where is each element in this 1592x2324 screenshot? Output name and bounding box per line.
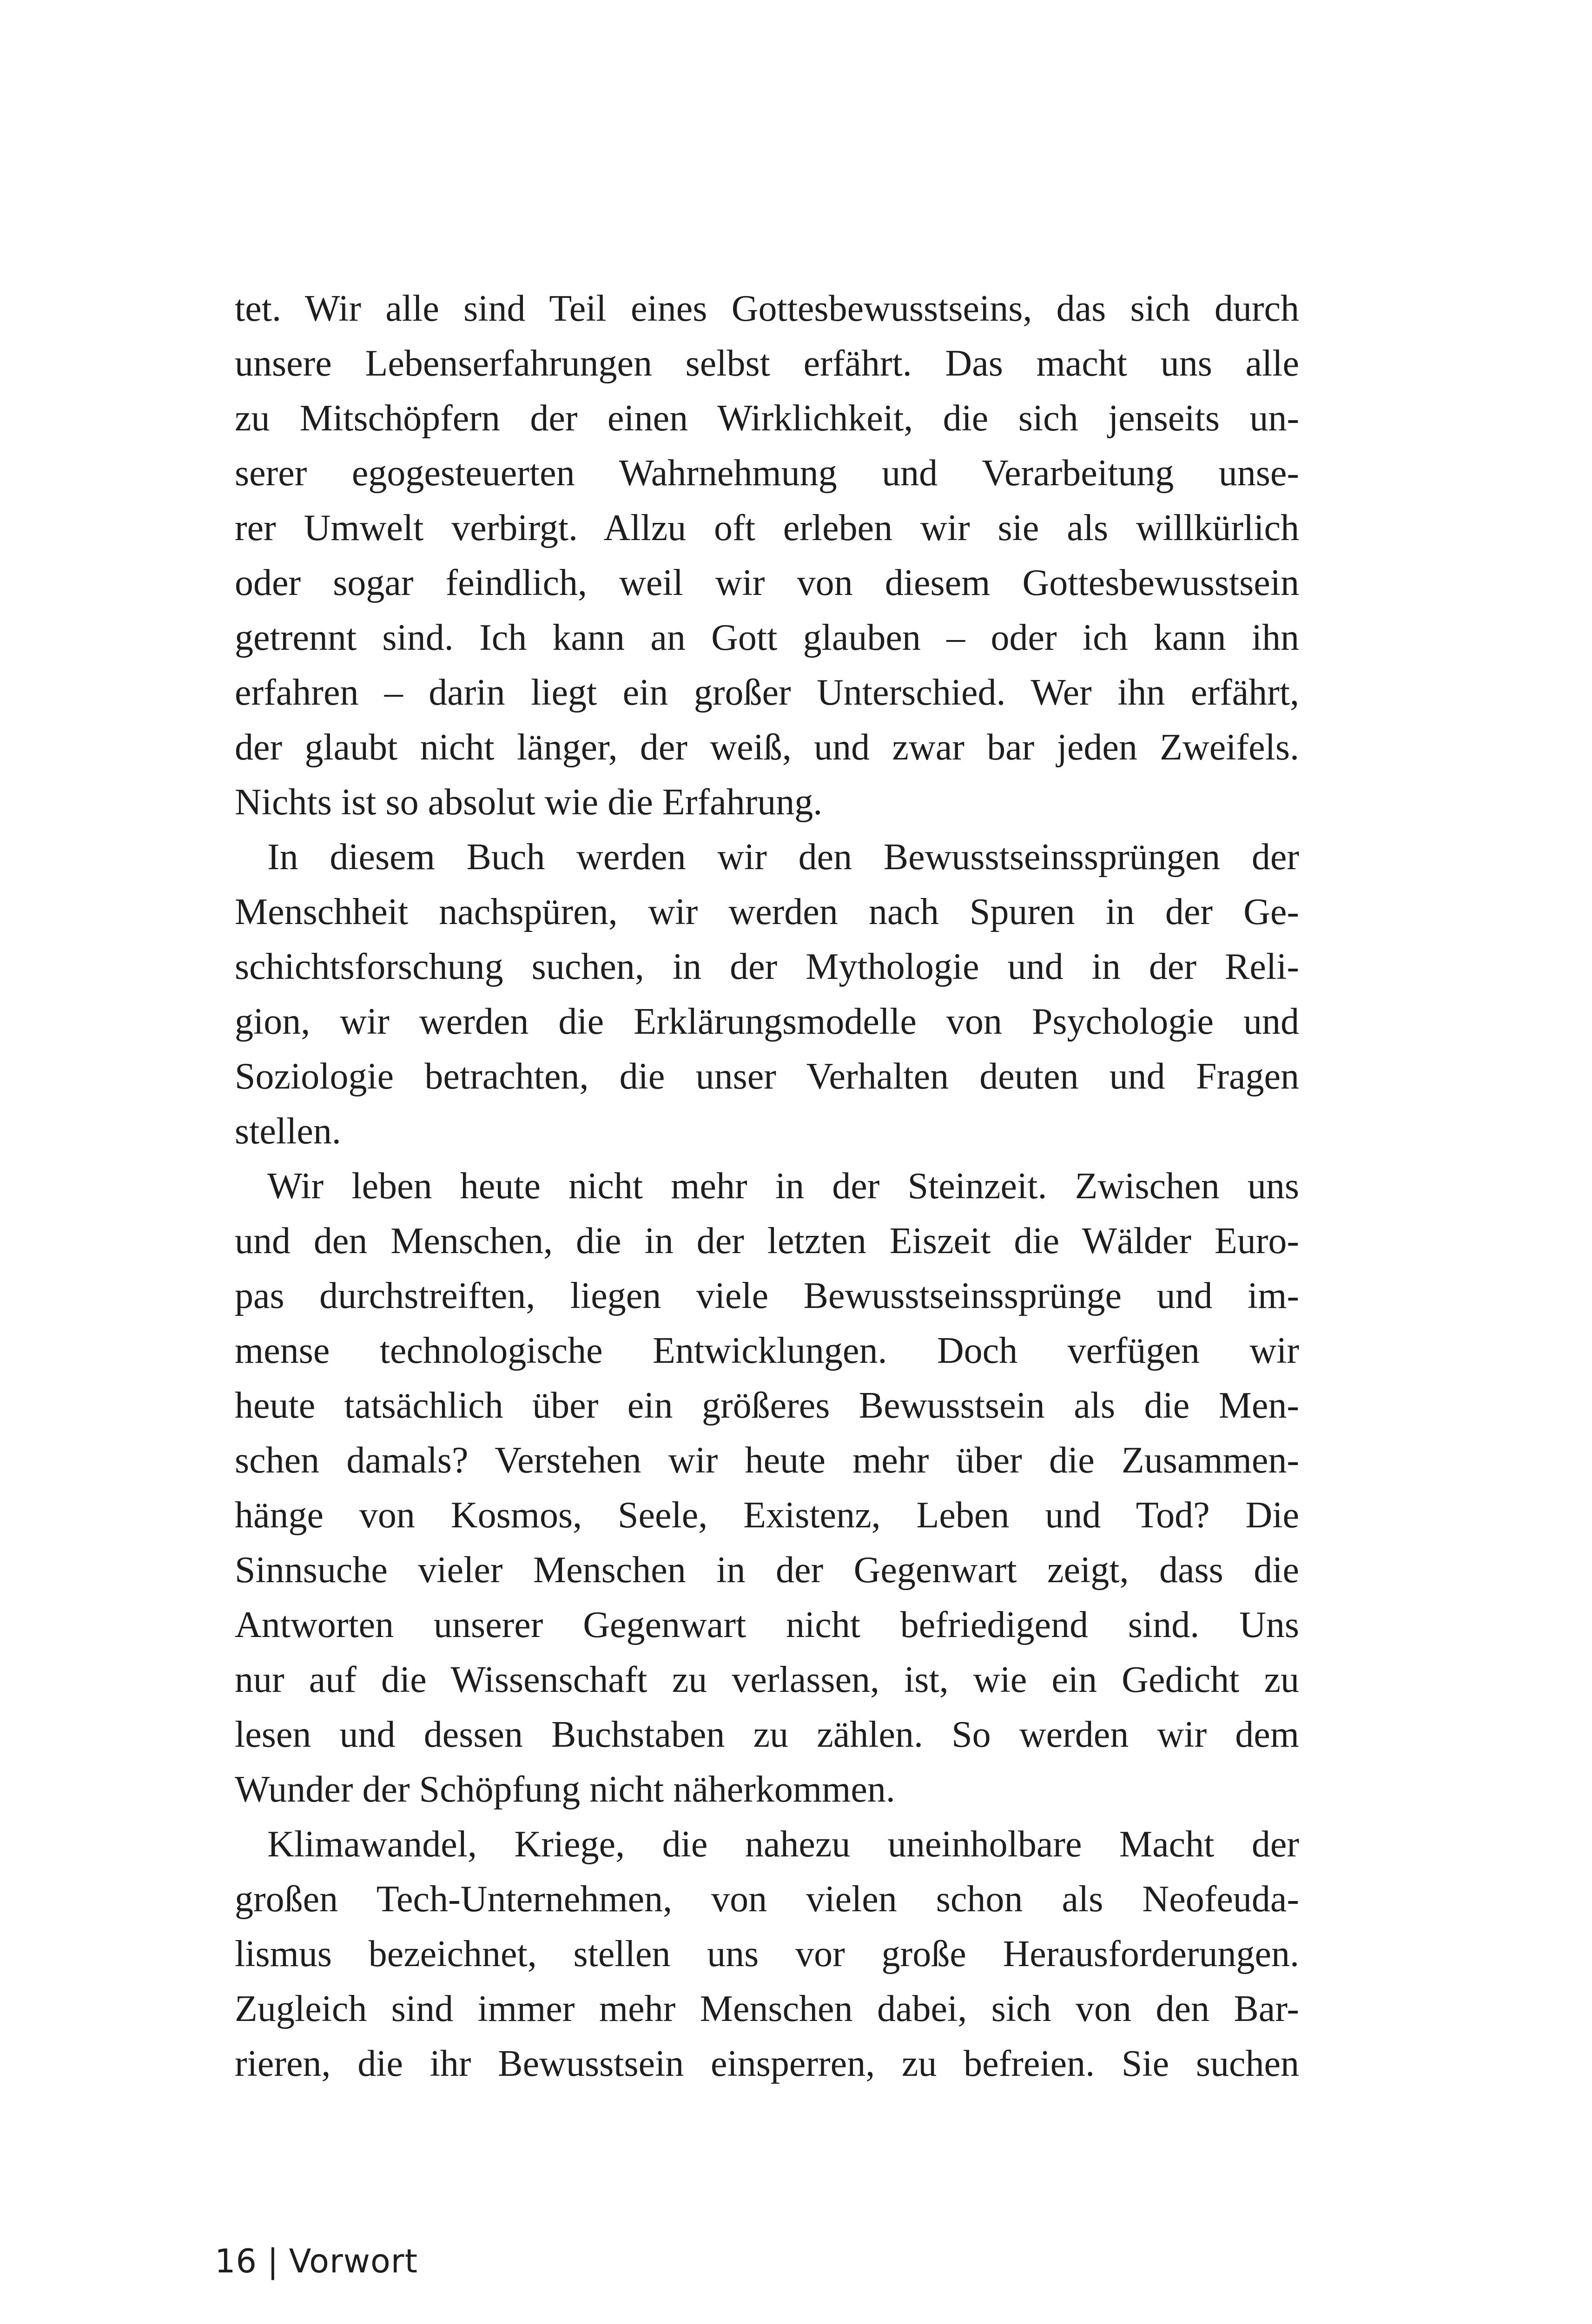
text-line: mense technologische Entwicklungen. Doch verfügen wir — [235, 1330, 1299, 1371]
text-line: tet. Wir alle sind Teil eines Gottesbewusstseins, das sich durch — [235, 288, 1299, 329]
text-line: rer Umwelt verbirgt. Allzu oft erleben wir sie als willkürlich — [235, 508, 1299, 548]
text-line: erfahren – darin liegt ein großer Unterschied. Wer ihn erfährt, — [235, 672, 1299, 713]
text-line: Wunder der Schöpfung nicht näherkommen. — [235, 1769, 895, 1810]
text-line: schen damals? Verstehen wir heute mehr über die Zusammen- — [235, 1440, 1299, 1481]
text-line: zu Mitschöpfern der einen Wirklichkeit, die sich jenseits un- — [235, 398, 1299, 439]
text-line: getrennt sind. Ich kann an Gott glauben – oder ich kann ihn — [235, 617, 1299, 658]
text-line: oder sogar feindlich, weil wir von diesem Gottesbewusstsein — [235, 562, 1299, 603]
page-number: 16 — [215, 2242, 258, 2280]
text-line: Wir leben heute nicht mehr in der Steinzeit. Zwischen uns — [267, 1166, 1299, 1207]
text-line: serer egogesteuerten Wahrnehmung und Verarbeitung unse- — [235, 453, 1299, 494]
text-line: Klimawandel, Kriege, die nahezu uneinholbare Macht der — [267, 1824, 1299, 1865]
text-line: und den Menschen, die in der letzten Eiszeit die Wälder Euro- — [235, 1221, 1299, 1261]
paragraph — [235, 1159, 1299, 1817]
text-line: hänge von Kosmos, Seele, Existenz, Leben und Tod? Die — [235, 1495, 1299, 1536]
text-line: Menschheit nachspüren, wir werden nach Spuren in der Ge- — [235, 891, 1299, 932]
footer-separator: | — [267, 2242, 279, 2280]
text-line: lismus bezeichnet, stellen uns vor große Herausforderungen. — [235, 1934, 1299, 1974]
text-line: In diesem Buch werden wir den Bewusstseinssprüngen der — [267, 837, 1299, 878]
text-line: gion, wir werden die Erklärungsmodelle von Psychologie und — [235, 1001, 1299, 1042]
text-line: der glaubt nicht länger, der weiß, und zwar bar jeden Zweifels. — [235, 727, 1299, 768]
text-line: großen Tech-Unternehmen, von vielen schon als Neofeuda- — [235, 1879, 1299, 1920]
text-line: unsere Lebenserfahrungen selbst erfährt. Das macht uns alle — [235, 343, 1299, 384]
text-line: stellen. — [235, 1111, 341, 1152]
page-footer — [215, 2240, 418, 2282]
body-text — [235, 281, 1299, 2091]
text-line: lesen und dessen Buchstaben zu zählen. So werden wir dem — [235, 1714, 1299, 1755]
paragraph — [235, 1817, 1299, 2091]
text-line: Soziologie betrachten, die unser Verhalten deuten und Fragen — [235, 1056, 1299, 1097]
text-line: nur auf die Wissenschaft zu verlassen, ist, wie ein Gedicht zu — [235, 1659, 1299, 1700]
text-line: Zugleich sind immer mehr Menschen dabei, sich von den Bar- — [235, 1988, 1299, 2029]
text-line: pas durchstreiften, liegen viele Bewusstseinssprünge und im- — [235, 1275, 1299, 1316]
paragraph — [235, 830, 1299, 1159]
text-line: Antworten unserer Gegenwart nicht befriedigend sind. Uns — [235, 1604, 1299, 1645]
text-line: schichtsforschung suchen, in der Mythologie und in der Reli- — [235, 946, 1299, 987]
text-line: Sinnsuche vieler Menschen in der Gegenwart zeigt, dass die — [235, 1550, 1299, 1591]
paragraph — [235, 281, 1299, 830]
text-line: heute tatsächlich über ein größeres Bewusstsein als die Men- — [235, 1385, 1299, 1426]
text-line: Nichts ist so absolut wie die Erfahrung. — [235, 782, 823, 823]
section-title: Vorwort — [289, 2242, 418, 2280]
text-line: rieren, die ihr Bewusstsein einsperren, zu befreien. Sie suchen — [235, 2043, 1299, 2084]
